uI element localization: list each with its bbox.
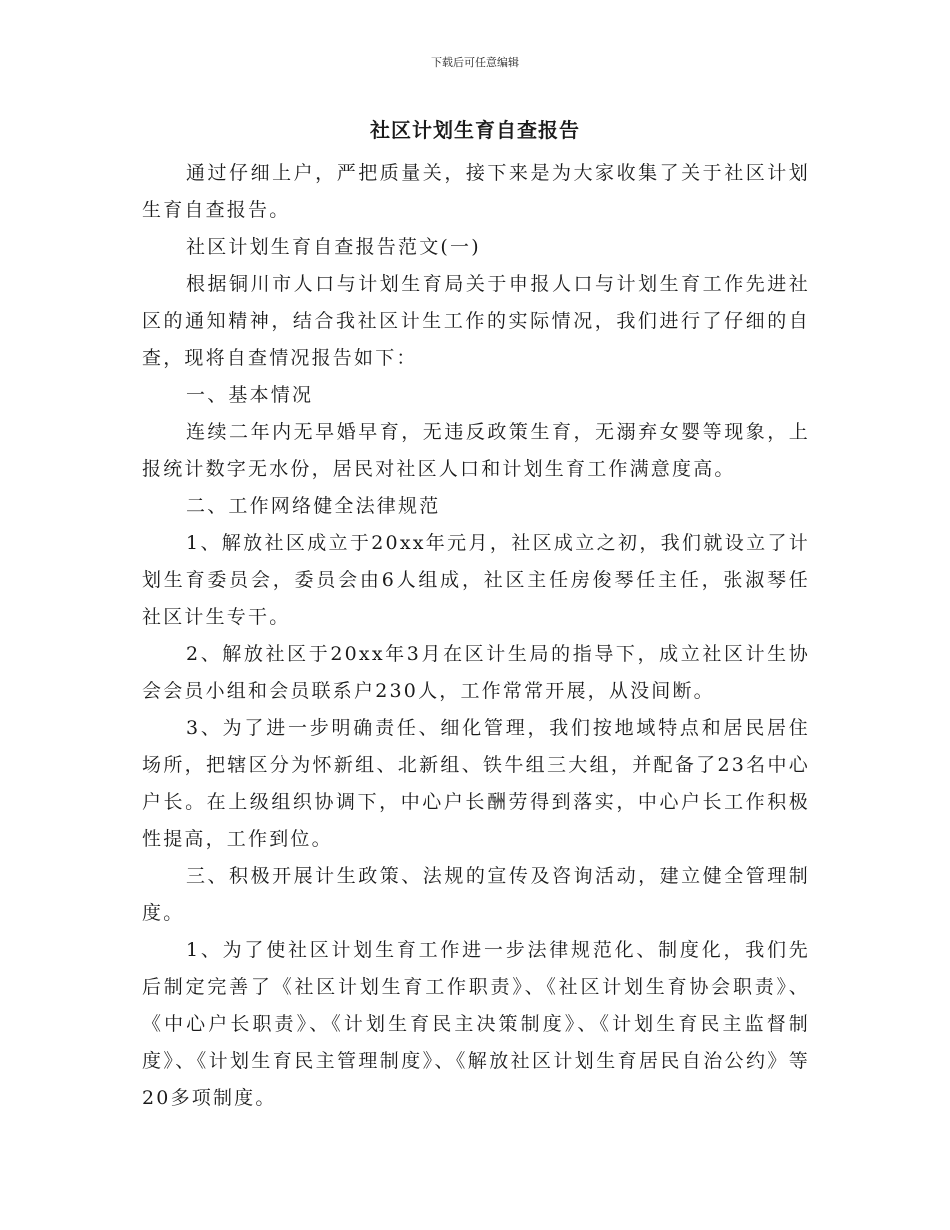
paragraph-sample-heading: 社区计划生育自查报告范文(一) xyxy=(186,236,481,258)
paragraph-basis: 根据铜川市人口与计划生育局关于申报人口与计划生育工作先进社区的通知精神，结合我社区计生工作的实际情况，我们进行了仔细的自查，现将自查情况报告如下： xyxy=(142,273,810,369)
header-note: 下载后可任意编辑 xyxy=(431,56,519,69)
section-heading-publicity: 三、积极开展计生政策、法规的宣传及咨询活动，建立健全管理制度。 xyxy=(142,865,810,924)
paragraph-intro: 通过仔细上户，严把质量关，接下来是为大家收集了关于社区计划生育自查报告。 xyxy=(142,162,810,221)
document-title: 社区计划生育自查报告 xyxy=(370,118,580,142)
paragraph-publicity-item-1: 1、为了使社区计划生育工作进一步法律规范化、制度化，我们先后制定完善了《社区计划生育工作职责》、《社区计划生育协会职责》、《中心户长职责》、《计划生育民主决策制度》、《计划生育民主监督制度》、《计划生育民主管理制度》、《解放社区计划生育居民自治公约》等20多项制度。 xyxy=(142,939,810,1109)
paragraph-basic-situation: 连续二年内无早婚早育，无违反政策生育，无溺弃女婴等现象，上报统计数字无水份，居民对社区人口和计划生育工作满意度高。 xyxy=(142,421,810,480)
section-heading-work-network: 二、工作网络健全法律规范 xyxy=(186,495,441,517)
paragraph-item-2: 2、解放社区于20xx年3月在区计生局的指导下，成立社区计生协会会员小组和会员联系户230人，工作常常开展，从没间断。 xyxy=(142,643,810,702)
document-body xyxy=(142,155,810,1117)
paragraph-item-3: 3、为了进一步明确责任、细化管理，我们按地域特点和居民居住场所，把辖区分为怀新组、北新组、铁牛组三大组，并配备了23名中心户长。在上级组织协调下，中心户长酬劳得到落实，中心户长工作积极性提高，工作到位。 xyxy=(142,717,810,850)
paragraph-item-1: 1、解放社区成立于20xx年元月，社区成立之初，我们就设立了计划生育委员会，委员会由6人组成，社区主任房俊琴任主任，张淑琴任社区计生专干。 xyxy=(142,532,810,628)
section-heading-basic-situation: 一、基本情况 xyxy=(186,384,314,406)
